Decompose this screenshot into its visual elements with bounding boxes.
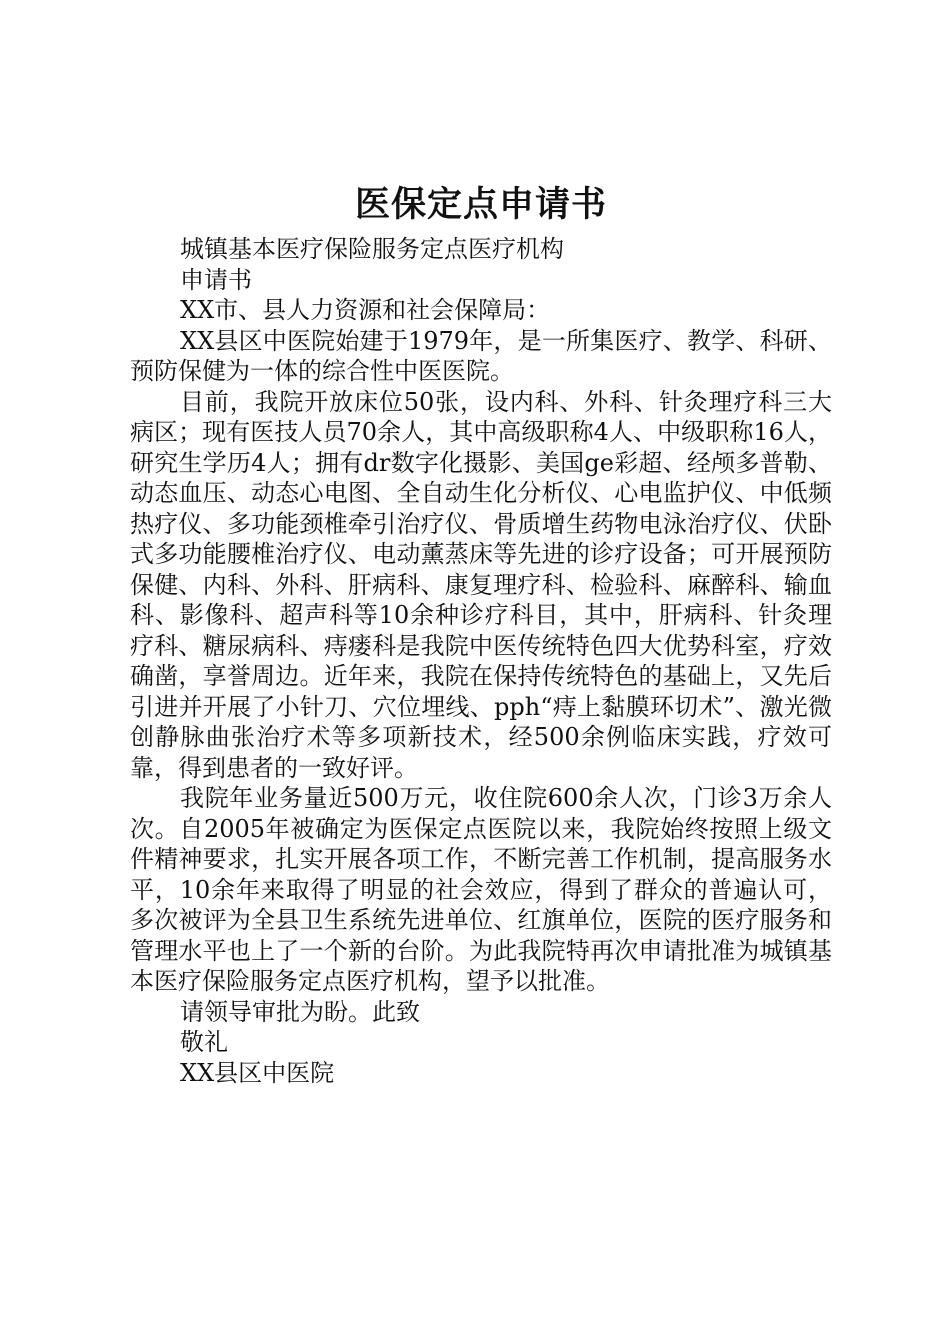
closing-request: 请领导审批为盼。此致 bbox=[180, 997, 420, 1026]
paragraph-intro: XX县区中医院始建于1979年，是一所集医疗、教学、科研、预防保健为一体的综合性中医医院。 bbox=[130, 326, 832, 385]
salutation: XX市、县人力资源和社会保障局： bbox=[180, 296, 551, 324]
paragraph-facilities: 目前，我院开放床位50张，设内科、外科、针灸理疗科三大病区；现有医技人员70余人，其中高级职称4人、中级职称16人，研究生学历4人；拥有dr数字化摄影、美国ge彩超、经颅多普勒、动态血压、动态心电图、全自动生化分析仪、心电监护仪、中低频热疗仪、多功能颈椎牵引治疗仪、骨质增生药物电泳治疗仪、伏卧式多功能腰椎治疗仪、电动薰蒸床等先进的诊疗设备；可开展预防保健、内科、外科、肝病科、康复理疗科、检验科、麻醉科、输血科、影像科、超声科等10余种诊疗科目，其中，肝病科、针灸理疗科、糖尿病科、痔瘘科是我院中医传统特色四大优势科室，疗效确凿，享誉周边。近年来，我院在保持传统特色的基础上，又先后引进并开展了小针刀、穴位埋线、pph“痔上黏膜环切术”、激光微创静脉曲张治疗术等多项新技术，经500余例临床实践，疗效可靠，得到患者的一致好评。 bbox=[130, 387, 832, 782]
heading-line-2: 申请书 bbox=[180, 265, 252, 294]
heading-line-1: 城镇基本医疗保险服务定点医疗机构 bbox=[180, 235, 564, 263]
signature: XX县区中医院 bbox=[180, 1058, 335, 1087]
document-page bbox=[130, 180, 832, 1088]
closing-regards: 敬礼 bbox=[180, 1028, 228, 1056]
paragraph-request: 我院年业务量近500万元，收住院600余人次，门诊3万余人次。自2005年被确定为医保定点医院以来，我院始终按照上级文件精神要求，扎实开展各项工作，不断完善工作机制，提高服务水平，10余年来取得了明显的社会效应，得到了群众的普遍认可，多次被评为全县卫生系统先进单位、红旗单位，医院的医疗服务和管理水平也上了一个新的台阶。为此我院特再次申请批准为城镇基本医疗保险服务定点医疗机构，望予以批准。 bbox=[130, 784, 832, 995]
document-title: 医保定点申请书 bbox=[354, 185, 607, 225]
